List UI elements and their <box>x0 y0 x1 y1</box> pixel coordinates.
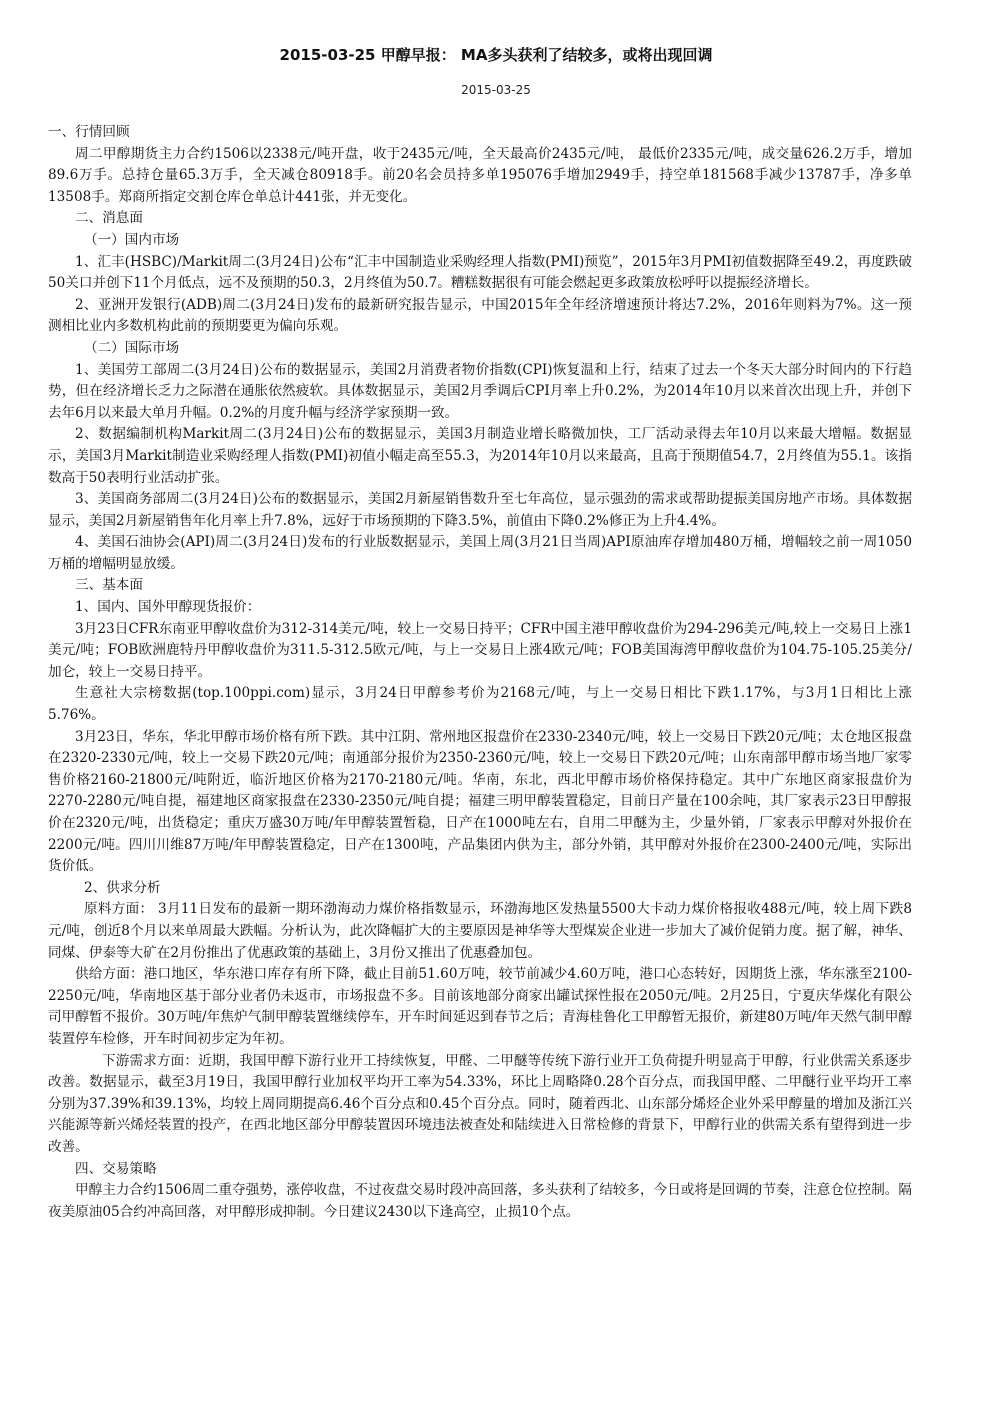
paragraph: 周二甲醇期货主力合约1506以2338元/吨开盘，收于2435元/吨，全天最高价2435元/吨， 最低价2335元/吨，成交量626.2万手，增加89.6万手。总持仓量65.3万手，全天减仓80918手。前20名会员持多单195076手增加2949手，持空单181568手减少13787手，净多单13508手。郑商所指定交割仓库仓单总计441张，并无变化。 <box>48 145 912 205</box>
paragraph: 甲醇主力合约1506周二重夺强势，涨停收盘，不过夜盘交易时段冲高回落，多头获利了结较多，今日或将是回调的节奏，注意仓位控制。隔夜美原油05合约冲高回落，对甲醇形成抑制。今日建议2430以下逢高空，止损10个点。 <box>48 1182 912 1220</box>
paragraph: 2、亚洲开发银行(ADB)周二(3月24日)发布的最新研究报告显示，中国2015年全年经济增速预计将达7.2%，2016年则料为7%。这一预测相比业内多数机构此前的预期要更为偏向乐观。 <box>48 296 912 335</box>
paragraph: 4、美国石油协会(API)周二(3月24日)发布的行业版数据显示，美国上周(3月21日当周)API原油库存增加480万桶，增幅较之前一周1050万桶的增幅明显放缓。 <box>48 534 912 572</box>
subheading-international: （二）国际市场 <box>84 339 180 356</box>
subheading-domestic: （一）国内市场 <box>84 231 180 248</box>
document-date: 2015-03-25 <box>461 83 531 97</box>
subheading-spot-prices: 1、国内、国外甲醇现货报价： <box>75 599 261 616</box>
paragraph: 供给方面：港口地区，华东港口库存有所下降，截止目前51.60万吨，较节前减少4.60万吨，港口心态转好，因期货上涨，华东涨至2100-2250元/吨，华南地区基于部分业者仍未返市，市场报盘不多。目前该地部分商家出罐试探性报在2050元/吨。2月25日，宁夏庆华煤化有限公司甲醇暂不报价。30万吨/年焦炉气制甲醇装置继续停车，开车时间延迟到春节之后；青海桂鲁化工甲醇暂无报价，新建80万吨/年天然气制甲醇装置停车检修，开车时间初步定为年初。 <box>48 966 912 1047</box>
paragraph: 1、美国劳工部周二(3月24日)公布的数据显示，美国2月消费者物价指数(CPI)恢复温和上行，结束了过去一个冬天大部分时间内的下行趋势，但在经济增长乏力之际潜在通胀依然疲软。具体数据显示，美国2月季调后CPI月率上升0.2%，为2014年10月以来首次出现上升，并创下去年6月以来最大单月升幅。0.2%的月度升幅与经济学家预期一致。 <box>48 361 912 421</box>
section-heading-fundamentals: 三、基本面 <box>75 577 143 594</box>
section-heading-strategy: 四、交易策略 <box>75 1160 157 1177</box>
paragraph: 2、数据编制机构Markit周二(3月24日)公布的数据显示，美国3月制造业增长略微加快，工厂活动录得去年10月以来最大增幅。数据显示，美国3月Markit制造业采购经理人指数(PMI)初值小幅走高至55.3，为2014年10月以来最高，且高于预期值54.7，2月终值为55.1。该指数高于50表明行业活动扩张。 <box>48 426 912 486</box>
section-heading-news: 二、消息面 <box>75 210 143 227</box>
document-body <box>48 122 912 1223</box>
paragraph: 下游需求方面：近期，我国甲醇下游行业开工持续恢复，甲醛、二甲醚等传统下游行业开工负荷提升明显高于甲醇，行业供需关系逐步改善。数据显示，截至3月19日，我国甲醇行业加权平均开工率为54.33%，环比上周略降0.28个百分点，而我国甲醛、二甲醚行业平均开工率分别为37.39%和39.13%，均较上周同期提高6.46个百分点和0.45个百分点。同时，随着西北、山东部分烯烃企业外采甲醇量的增加及浙江兴兴能源等新兴烯烃装置的投产，在西北地区部分甲醇装置因环境违法被查处和陆续进入日常检修的背景下，甲醇行业的供需关系有望得到进一步改善。 <box>48 1052 912 1155</box>
paragraph: 生意社大宗榜数据(top.100ppi.com)显示，3月24日甲醇参考价为2168元/吨，与上一交易日相比下跌1.17%，与3月1日相比上涨5.76%。 <box>48 685 912 724</box>
section-heading-market-review: 一、行情回顾 <box>48 124 130 140</box>
paragraph: 3、美国商务部周二(3月24日)公布的数据显示，美国2月新屋销售数升至七年高位，显示强劲的需求或帮助提振美国房地产市场。具体数据显示，美国2月新屋销售年化月率上升7.8%，远好于市场预期的下降3.5%，前值由下降0.2%修正为上升4.4%。 <box>48 491 912 529</box>
subheading-supply-demand: 2、供求分析 <box>84 879 161 896</box>
document-title: 2015-03-25 甲醇早报： MA多头获利了结较多，或将出现回调 <box>279 46 713 64</box>
paragraph: 3月23日，华东，华北甲醇市场价格有所下跌。其中江阴、常州地区报盘价在2330-2340元/吨，较上一交易日下跌20元/吨；太仓地区报盘在2320-2330元/吨，较上一交易下跌20元/吨；南通部分报价为2350-2360元/吨，较上一交易日下跌20元/吨；山东南部甲醇市场当地厂家零售价格2160-21800元/吨附近，临沂地区价格为2170-2180元/吨。华南，东北，西北甲醇市场价格保持稳定。其中广东地区商家报盘价为2270-2280元/吨自提，福建地区商家报盘在2330-2350元/吨自提；福建三明甲醇装置稳定，目前日产量在100余吨，其厂家表示23日甲醇报价在2320元/吨，出货稳定；重庆万盛30万吨/年甲醇装置暂稳，日产在1000吨左右，自用二甲醚为主，少量外销，厂家表示甲醇对外报价在2200元/吨。四川川维87万吨/年甲醇装置稳定，日产在1300吨，产品集团内供为主，部分外销，其甲醇对外报价在2300-2400元/吨，实际出货价低。 <box>48 728 912 875</box>
paragraph: 1、汇丰(HSBC)/Markit周二(3月24日)公布“汇丰中国制造业采购经理人指数(PMI)预览”，2015年3月PMI初值数据降至49.2，再度跌破50关口并创下11个月低点，远不及预期的50.3，2月终值为50.7。糟糕数据很有可能会燃起更多政策放松呼吁以提振经济增长。 <box>48 253 912 292</box>
paragraph: 原料方面： 3月11日发布的最新一期环渤海动力煤价格指数显示，环渤海地区发热量5500大卡动力煤价格报收488元/吨，较上周下跌8元/吨，创近8个月以来单周最大跌幅。分析认为，此次降幅扩大的主要原因是神华等大型煤炭企业进一步加大了减价促销力度。据了解，神华、同煤、伊泰等大矿在2月份推出了优惠政策的基础上，3月份又推出了优惠叠加包。 <box>48 901 912 961</box>
paragraph: 3月23日CFR东南亚甲醇收盘价为312-314美元/吨，较上一交易日持平；CFR中国主港甲醇收盘价为294-296美元/吨,较上一交易日上涨1美元/吨；FOB欧洲鹿特丹甲醇收盘价为311.5-312.5欧元/吨，与上一交易日上涨4欧元/吨；FOB美国海湾甲醇收盘价为104.75-105.25美分/加仑，较上一交易日持平。 <box>48 620 912 680</box>
